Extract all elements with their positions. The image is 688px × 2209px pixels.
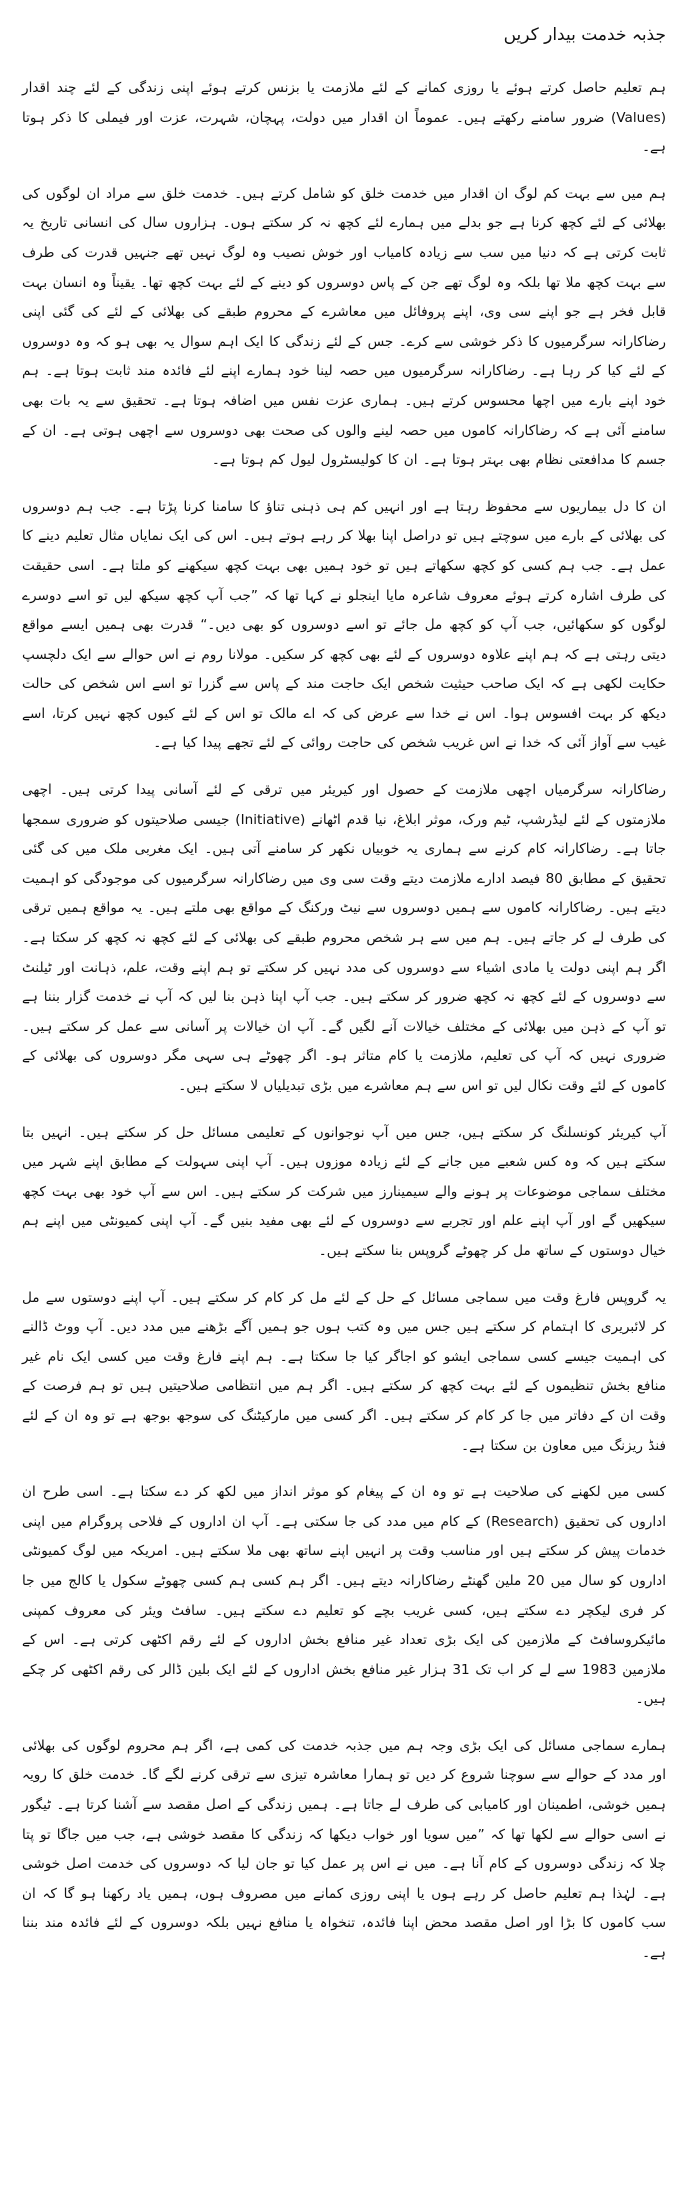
paragraph: رضاکارانہ سرگرمیاں اچھی ملازمت کے حصول اور کیریئر میں ترقی کے لئے آسانی پیدا کرتی ہیں۔ اچھی ملازمتوں کے لئے لیڈرشپ، ٹیم ورک، موثر ابلاغ، نیا قدم اٹھانے (Initiative) جیسی صلاحیتوں کو ضروری سمجھا جاتا ہے۔ رضاکارانہ کام کرنے سے ہماری یہ خوبیاں نکھر کر سامنے آتی ہیں۔ ایک مغربی ملک میں کی گئی تحقیق کے مطابق 80 فیصد ادارے ملازمت دیتے وقت سی وی میں رضاکارانہ سرگرمیوں کی موجودگی کو اہمیت دیتے ہیں۔ رضاکارانہ کاموں سے ہمیں دوسروں سے نیٹ ورکنگ کے مواقع بھی ملتے ہیں۔ یہ مواقع ہمیں ترقی کی طرف لے کر جاتے ہیں۔ ہم میں سے ہر شخص محروم طبقے کی بھلائی کے لئے کچھ نہ کچھ کر سکتا ہے۔ اگر ہم اپنی دولت یا مادی اشیاء سے دوسروں کی مدد نہیں کر سکتے تو ہم اپنے وقت، علم، ذہانت اور ٹیلنٹ سے دوسروں کے لئے کچھ نہ کچھ ضرور کر سکتے ہیں۔ جب آپ اپنا ذہن بنا لیں کہ آپ نے خدمت گزار بننا ہے تو آپ کے ذہن میں بھلائی کے مختلف خیالات آنے لگیں گے۔ آپ ان خیالات پر آسانی سے عمل کر سکتے ہیں۔ ضروری نہیں کہ آپ کی تعلیم، ملازمت یا کام متاثر ہو۔ اگر چھوٹے ہی سہی مگر دوسروں کی بھلائی کے کاموں کے لئے وقت نکال لیں تو اس سے ہم معاشرے میں بڑی تبدیلیاں لا سکتے ہیں۔ — [22, 782, 666, 1094]
article-title: جذبہ خدمت بیدار کریں — [503, 25, 666, 45]
paragraph: کسی میں لکھنے کی صلاحیت ہے تو وہ ان کے پیغام کو موثر انداز میں لکھ کر دے سکتا ہے۔ اسی طرح ان اداروں کی تحقیق (Research) کے کام میں مدد کی جا سکتی ہے۔ آپ ان اداروں کے فلاحی پروگرام میں اپنی خدمات پیش کر سکتے ہیں اور مناسب وقت پر انہیں اپنے ساتھ بھی ملا سکتے ہیں۔ امریکہ میں لوگ کمیونٹی اداروں کو سال میں 20 ملین گھنٹے رضاکارانہ دیتے ہیں۔ اگر ہم کسی ہم کسی چھوٹے سکول یا کالج میں جا کر فری لیکچر دے سکتے ہیں، کسی غریب بچے کو تعلیم دے سکتے ہیں۔ سافٹ ویئر کی معروف کمپنی مائیکروسافٹ کے ملازمین کی ایک بڑی تعداد غیر منافع بخش اداروں کے لئے رقم اکٹھی کرتی ہے۔ اس کے ملازمین 1983 سے لے کر اب تک 31 ہزار غیر منافع بخش اداروں کے لئے ایک بلین ڈالر کی رقم اکٹھی کر چکے ہیں۔ — [22, 1484, 666, 1708]
paragraph: ہم میں سے بہت کم لوگ ان اقدار میں خدمت خلق کو شامل کرتے ہیں۔ خدمت خلق سے مراد ان لوگوں کی بھلائی کے لئے کچھ کرنا ہے جو بدلے میں ہمارے لئے کچھ نہ کر سکتے ہوں۔ ہزاروں سال کی انسانی تاریخ یہ ثابت کرتی ہے کہ دنیا میں سب سے زیادہ کامیاب اور خوش نصیب وہ لوگ نہیں تھے جنہیں قدرت کی طرف سے بہت کچھ ملا تھا بلکہ وہ لوگ تھے جن کے پاس دوسروں کو دینے کے لئے بہت کچھ تھا۔ یقیناً وہ انسان بہت قابل فخر ہے جو اپنے سی وی، اپنے پروفائل میں معاشرے کے محروم طبقے کی بھلائی کے لئے کی گئی اپنی رضاکارانہ سرگرمیوں کا ذکر خوشی سے کرے۔ جس کے لئے زندگی کا ایک اہم سوال یہ بھی ہو کہ وہ دوسروں کے لئے کیا کر رہا ہے۔ رضاکارانہ سرگرمیوں میں حصہ لینا خود ہمارے اپنے لئے فائدہ مند ثابت ہوتا ہے۔ ہم خود اپنے بارے میں اچھا محسوس کرتے ہیں۔ ہماری عزت نفس میں اضافہ ہوتا ہے۔ تحقیق سے یہ بات بھی سامنے آئی ہے کہ رضاکارانہ کاموں میں حصہ لینے والوں کی صحت بھی دوسروں سے اچھی ہوتی ہے۔ ان کے جسم کا مدافعتی نظام بھی بہتر ہوتا ہے۔ ان کا کولیسٹرول لیول کم ہوتا ہے۔ — [22, 185, 666, 469]
paragraph: ہم تعلیم حاصل کرتے ہوئے یا روزی کمانے کے لئے ملازمت یا بزنس کرتے ہوئے اپنی زندگی کے لئے چند اقدار (Values) ضرور سامنے رکھتے ہیں۔ عموماً ان اقدار میں دولت، پہچان، شہرت، عزت اور فیملی کا ذکر ہوتا ہے۔ — [22, 80, 666, 156]
paragraph: ان کا دل بیماریوں سے محفوظ رہتا ہے اور انہیں کم ہی ذہنی تناؤ کا سامنا کرنا پڑتا ہے۔ جب ہم دوسروں کی بھلائی کے بارے میں سوچتے ہیں تو دراصل اپنا بھلا کر رہے ہوتے ہیں۔ اس کی ایک نمایاں مثال تعلیم دینے کا عمل ہے۔ جب ہم کسی کو کچھ سکھاتے ہیں تو خود ہمیں بھی بہت کچھ سیکھنے کو ملتا ہے۔ اسی حقیقت کی طرف اشارہ کرتے ہوئے معروف شاعرہ مایا اینجلو نے کہا تھا کہ ”جب آپ کچھ سیکھ لیں تو اسے دوسرے لوگوں کو سکھائیں، جب آپ کو کچھ مل جائے تو اسے دوسروں کو بھی دیں۔“ قدرت بھی ہمیں ایسے مواقع دیتی رہتی ہے کہ ہم اپنے علاوہ دوسروں کے لئے بھی کچھ کر سکیں۔ مولانا روم نے اس حوالے سے ایک دلچسپ حکایت لکھی ہے کہ ایک صاحب حیثیت شخص ایک حاجت مند کے پاس سے گزرا تو اسے اس شخص کی حالت دیکھ کر بہت افسوس ہوا۔ اس نے خدا سے عرض کی کہ اے مالک تو اس کے لئے کیوں کچھ نہیں کرتا، اسے غیب سے آواز آئی کہ خدا نے اس غریب شخص کی حاجت روائی کے لئے تجھے پیدا کیا ہے۔ — [22, 498, 666, 752]
paragraph: یہ گروپس فارغ وقت میں سماجی مسائل کے حل کے لئے مل کر کام کر سکتے ہیں۔ آپ اپنے دوستوں سے مل کر لائبریری کا اہتمام کر سکتے ہیں جس میں وہ کتب ہوں جو ہمیں آگے بڑھنے میں مدد دیں۔ آپ ووٹ ڈالنے کی اہمیت جیسے کسی سماجی ایشو کو اجاگر کیا جا سکتا ہے۔ ہم اپنے فارغ وقت میں کسی ایک نام غیر منافع بخش تنظیموں کے لئے بہت کچھ کر سکتے ہیں۔ اگر ہم میں انتظامی صلاحیتیں ہیں تو ہم فرصت کے وقت ان کے دفاتر میں جا کر کام کر سکتے ہیں۔ اگر کسی میں مارکیٹنگ کی سوجھ بوجھ ہے تو وہ ان کے لئے فنڈ ریزنگ میں معاون بن سکتا ہے۔ — [22, 1289, 666, 1454]
paragraph: آپ کیریئر کونسلنگ کر سکتے ہیں، جس میں آپ نوجوانوں کے تعلیمی مسائل حل کر سکتے ہیں۔ انہیں بتا سکتے ہیں کہ وہ کس شعبے میں جانے کے لئے زیادہ موزوں ہیں۔ آپ اپنی سہولت کے مطابق اپنے شہر میں مختلف سماجی موضوعات پر ہونے والے سیمینارز میں شرکت کر سکتے ہیں۔ اس سے آپ خود بھی بہت کچھ سیکھیں گے اور آپ اپنے علم اور تجربے سے دوسروں کے لئے بھی مفید بنیں گے۔ آپ اپنی کمیونٹی میں اپنے ہم خیال دوستوں کے ساتھ مل کر چھوٹے گروپس بنا سکتے ہیں۔ — [22, 1124, 666, 1259]
paragraph: ہمارے سماجی مسائل کی ایک بڑی وجہ ہم میں جذبہ خدمت کی کمی ہے، اگر ہم محروم لوگوں کی بھلائی اور مدد کے حوالے سے سوچنا شروع کر دیں تو ہمارا معاشرہ تیزی سے ترقی کرنے لگے گا۔ خدمت خلق کا رویہ ہمیں خوشی، اطمینان اور کامیابی کی طرف لے جاتا ہے۔ ہمیں زندگی کے اصل مقصد سے آشنا کرتا ہے۔ ٹیگور نے اسی حوالے سے لکھا تھا کہ ”میں سویا اور خواب دیکھا کہ زندگی کا مقصد خوشی ہے، جب میں جاگا تو پتا چلا کہ زندگی دوسروں کے کام آنا ہے۔ میں نے اس پر عمل کیا تو جان لیا کہ دوسروں کی خدمت اصل خوشی ہے۔ لہٰذا ہم تعلیم حاصل کر رہے ہوں یا اپنی روزی کمانے میں مصروف ہوں، ہمیں یاد رکھنا ہو گا کہ ان سب کاموں کا بڑا اور اصل مقصد محض اپنا فائدہ، تنخواہ یا منافع نہیں بلکہ دوسروں کے لئے فائدہ مند بننا ہے۔ — [22, 1737, 666, 1962]
